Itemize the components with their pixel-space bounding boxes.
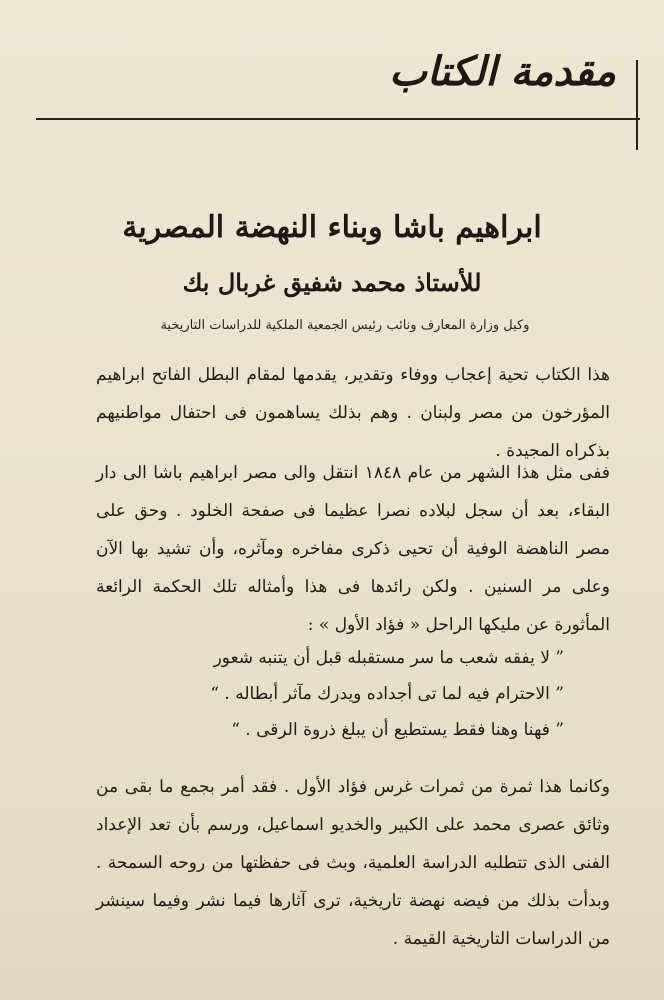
header-divider <box>36 118 640 120</box>
quote-line: ” لا يفقه شعب ما سر مستقبله قبل أن يتنبه شعور <box>213 648 564 668</box>
paragraph-3: وكانما هذا ثمرة من ثمرات غرس فؤاد الأول . فقد أمر بجمع ما بقى من وثائق عصرى محمد على الكبير والخديو اسماعيل، ورسم بأن تعد الإعداد الفنى الذى تتطلبه الدراسة العلمية، وبث فى حفظتها من روحه السمحة . وبدأت بذلك من فيضه نهضة تاريخية، ترى آثارها فيما نشر وفيما سينشر من الدراسات التاريخية القيمة . <box>96 777 610 949</box>
paragraph-2: ففى مثل هذا الشهر من عام ١٨٤٨ انتقل والى مصر ابراهيم باشا الى دار البقاء، بعد أن سجل لبلاده نصرا عظيما فى صفحة الخلود . وحق على مصر الناهضة الوفية أن تحيى ذكرى مفاخره ومآثره، وأن تشيد بها الآن وعلى مر السنين . ولكن رائدها فى هذا وأمثاله تلك الحكمة الرائعة المأثورة عن مليكها الراحل « فؤاد الأول » : <box>96 463 610 635</box>
quote-line: ” الاحترام فيه لما تى أجداده ويدرك مآثر أبطاله . “ <box>210 684 564 704</box>
author-role: وكيل وزارة المعارف ونائب رئيس الجمعية الملكية للدراسات التاريخية <box>160 318 530 333</box>
header-vertical-rule <box>636 60 638 150</box>
paragraph-1: هذا الكتاب تحية إعجاب ووفاء وتقدير، يقدمها لمقام البطل الفاتح ابراهيم المؤرخون من مصر ولبنان . وهم بذلك يساهمون فى احتفال مواطنيهم بذكراه المجيدة . <box>96 365 610 461</box>
quote-line: ” فهنا وهنا فقط يستطيع أن يبلغ ذروة الرقى . “ <box>231 720 564 740</box>
page-header-title: مقدمة الكتاب <box>389 48 616 95</box>
quote-block <box>150 640 564 748</box>
article-author: للأستاذ محمد شفيق غربال بك <box>182 268 482 297</box>
article-title: ابراهيم باشا وبناء النهضة المصرية <box>122 210 542 245</box>
